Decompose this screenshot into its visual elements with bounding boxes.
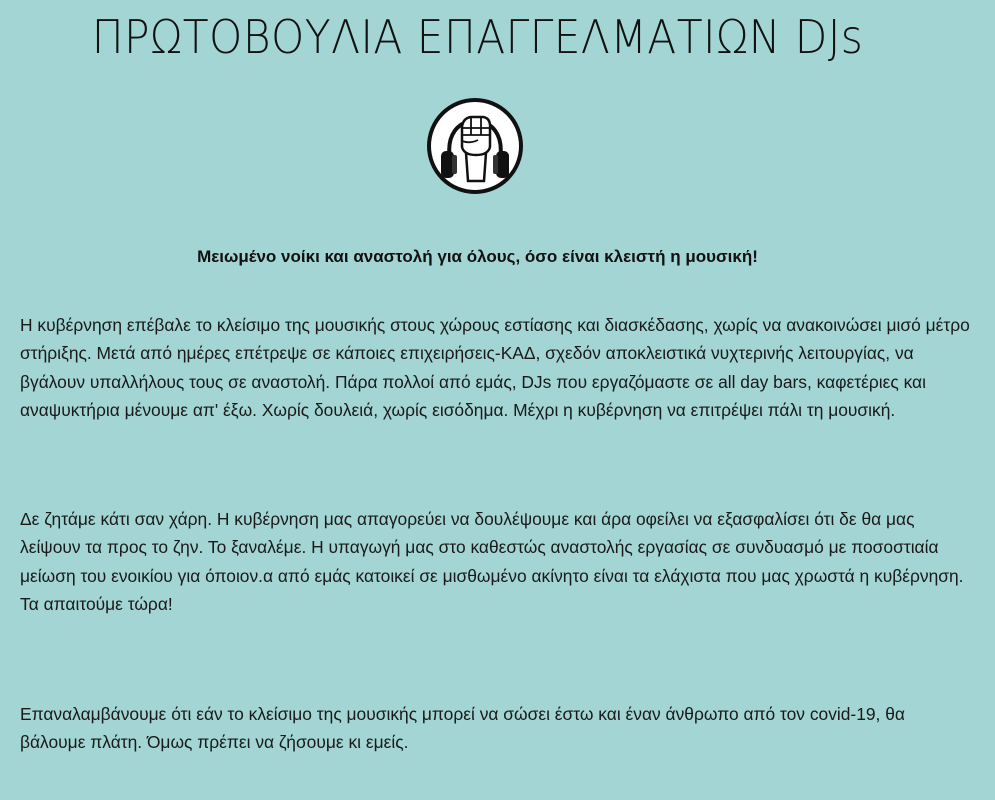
headline: Μειωμένο νοίκι και αναστολή για όλους, όσο είναι κλειστή η μουσική! bbox=[197, 247, 758, 266]
page-title: ΠΡΩΤΟΒΟΥΛΙΑ ΕΠΑΓΓΕΛΜΑΤΙΩΝ DJs bbox=[91, 10, 864, 64]
paragraph-1: Η κυβέρνηση επέβαλε το κλείσιμο της μουσικής στους χώρους εστίασης και διασκέδασης, χωρίς να ανακοινώσει μισό μέτρο στήριξης. Μετά από ημέρες επέτρεψε σε κάποιες επιχειρήσεις-ΚΑΔ, σχεδόν αποκλειστικά νυχτερινής λειτουργίας, να βγάλουν υπαλλήλους τους σε αναστολή. Πάρα πολλοί από εμάς, DJs που εργαζόμαστε σε all day bars, καφετέριες και αναψυκτήρια μένουμε απ' έξω. Χωρίς δουλειά, χωρίς εισόδημα. Μέχρι η κυβέρνηση να επιτρέψει πάλι τη μουσική. bbox=[20, 315, 970, 421]
paragraph-2: Δε ζητάμε κάτι σαν χάρη. Η κυβέρνηση μας απαγορεύει να δουλέψουμε και άρα οφείλει να εξασφαλίσει ότι δε θα μας λείψουν τα προς το ζην. Το ξαναλέμε. Η υπαγωγή μας στο καθεστώς αναστολής εργασίας σε συνδυασμό με ποσοστιαία μείωση του ενοικίου για όποιον.α από εμάς κατοικεί σε μισθωμένο ακίνητο είναι τα ελάχιστα που μας χρωστά η κυβέρνηση. Τα απαιτούμε τώρα! bbox=[20, 509, 964, 615]
raised-fist-with-headphones-icon bbox=[426, 97, 524, 195]
paragraph-3: Επαναλαμβάνουμε ότι εάν το κλείσιμο της μουσικής μπορεί να σώσει έστω και έναν άνθρωπο από τον covid-19, θα βάλουμε πλάτη. Όμως πρέπει να ζήσουμε κι εμείς. bbox=[20, 704, 905, 753]
